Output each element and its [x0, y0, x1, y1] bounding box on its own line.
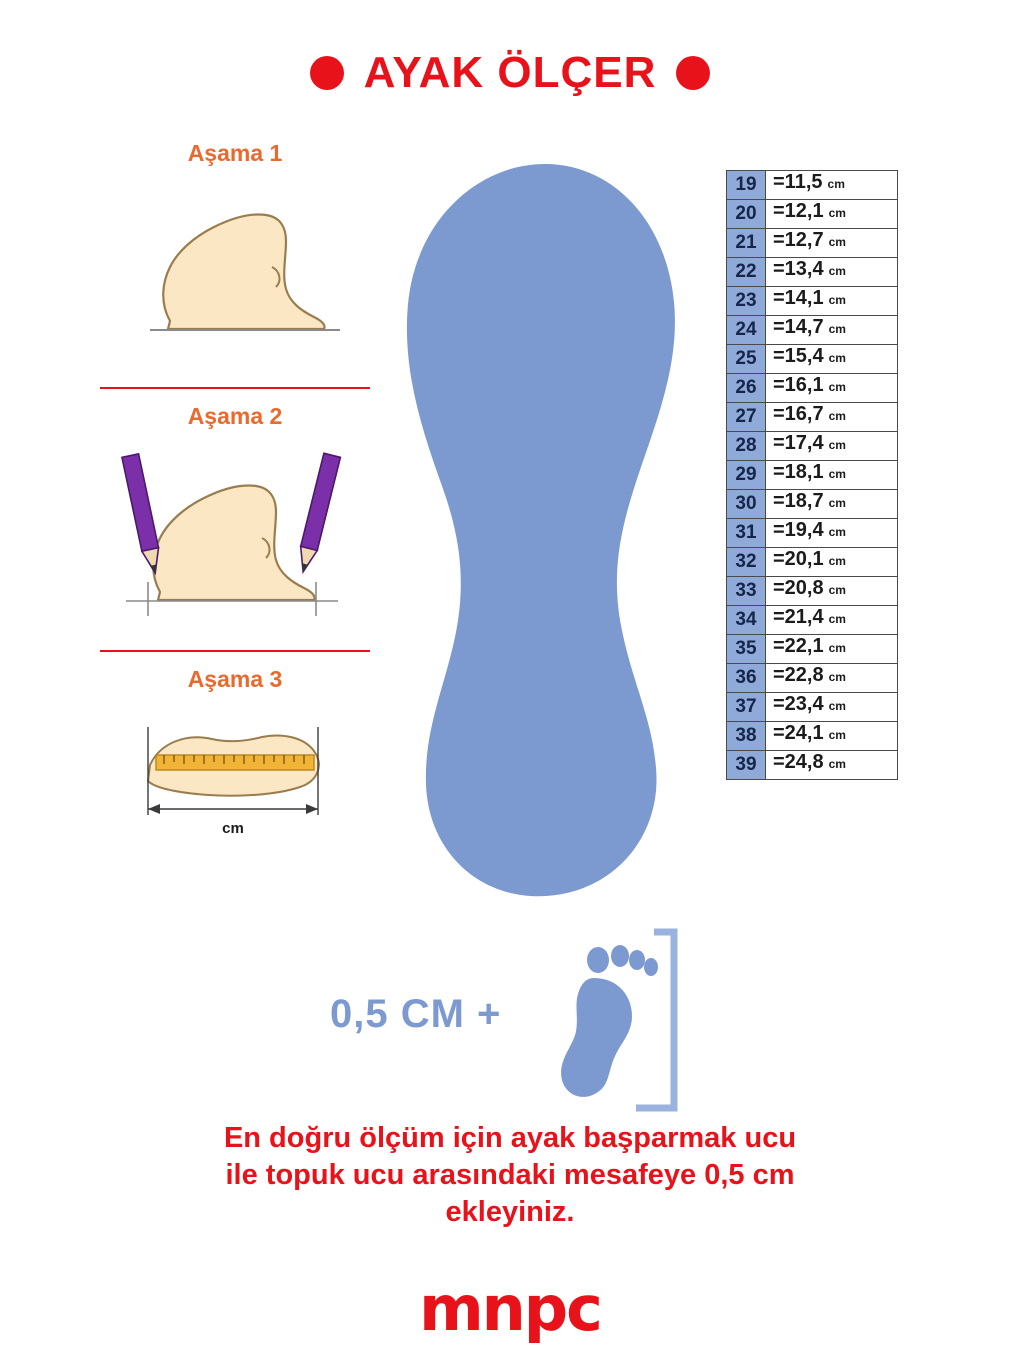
- table-row: [726, 344, 898, 373]
- size-unit: cm: [828, 525, 846, 539]
- table-row: [726, 286, 898, 315]
- size-number: 33: [727, 577, 766, 605]
- size-unit: cm: [828, 467, 846, 481]
- size-number: 36: [727, 664, 766, 692]
- size-value-text: =17,4: [773, 432, 824, 454]
- table-row: [726, 750, 898, 780]
- brand-logo: mnpc: [419, 1272, 601, 1345]
- size-value-text: =14,7: [773, 316, 824, 338]
- instruction-note: [60, 1120, 960, 1231]
- size-number: 23: [727, 287, 766, 315]
- stage-2-illustration: [90, 434, 380, 644]
- size-unit: cm: [828, 438, 846, 452]
- size-value-text: =24,1: [773, 722, 824, 744]
- size-unit: cm: [828, 322, 846, 336]
- stage-3-caption: cm: [222, 820, 244, 837]
- size-value: [766, 490, 897, 518]
- size-number: 27: [727, 403, 766, 431]
- half-cm-text: 0,5 CM +: [330, 992, 502, 1036]
- size-value-text: =24,8: [773, 751, 824, 773]
- size-value: [766, 171, 897, 199]
- size-number: 26: [727, 374, 766, 402]
- table-row: [726, 402, 898, 431]
- size-value: [766, 664, 897, 692]
- table-row: [726, 663, 898, 692]
- size-value: [766, 432, 897, 460]
- size-unit: cm: [828, 757, 846, 771]
- size-unit: cm: [828, 380, 846, 394]
- size-number: 29: [727, 461, 766, 489]
- table-row: [726, 257, 898, 286]
- instruction-line-1: En doğru ölçüm için ayak başparmak ucu: [223, 1122, 797, 1154]
- shoe-sole-icon: [380, 150, 710, 910]
- size-number: 30: [727, 490, 766, 518]
- size-unit: cm: [828, 583, 846, 597]
- size-unit: cm: [828, 206, 846, 220]
- stage-1-illustration: [90, 171, 380, 381]
- stage-divider-1: [100, 387, 370, 389]
- size-value-text: =20,1: [773, 548, 824, 570]
- table-row: [726, 489, 898, 518]
- size-value: [766, 722, 897, 750]
- size-number: 21: [727, 229, 766, 257]
- size-unit: cm: [828, 554, 846, 568]
- size-value-text: =12,1: [773, 200, 824, 222]
- size-value-text: =12,7: [773, 229, 824, 251]
- table-row: [726, 373, 898, 402]
- table-row: [726, 692, 898, 721]
- size-number: 32: [727, 548, 766, 576]
- size-value-text: =21,4: [773, 606, 824, 628]
- size-value: [766, 403, 897, 431]
- table-row: [726, 518, 898, 547]
- size-number: 22: [727, 258, 766, 286]
- size-value: [766, 751, 897, 779]
- size-number: 35: [727, 635, 766, 663]
- page-title-text: AYAK ÖLÇER: [363, 48, 657, 97]
- size-value: [766, 693, 897, 721]
- bullet-dot-right-icon: [676, 56, 710, 90]
- instruction-line-3: ekleyiniz.: [445, 1196, 575, 1229]
- size-number: 39: [727, 751, 766, 779]
- size-number: 19: [727, 171, 766, 199]
- size-value-text: =22,1: [773, 635, 824, 657]
- half-cm-note: [330, 920, 690, 1120]
- table-row: [726, 170, 898, 199]
- size-value-text: =16,1: [773, 374, 824, 396]
- size-value-text: =22,8: [773, 664, 824, 686]
- table-row: [726, 228, 898, 257]
- size-unit: cm: [828, 728, 846, 742]
- table-row: [726, 576, 898, 605]
- size-value: [766, 577, 897, 605]
- size-unit: cm: [827, 177, 845, 191]
- instruction-line-2: ile topuk ucu arasındaki mesafeye 0,5 cm: [225, 1159, 795, 1192]
- size-value-text: =14,1: [773, 287, 824, 309]
- size-value-text: =13,4: [773, 258, 824, 280]
- size-number: 31: [727, 519, 766, 547]
- size-value: [766, 200, 897, 228]
- size-value: [766, 548, 897, 576]
- size-value: [766, 287, 897, 315]
- table-row: [726, 460, 898, 489]
- stage-1-label: Aşama 1: [187, 140, 283, 166]
- size-value-text: =15,4: [773, 345, 824, 367]
- table-row: [726, 605, 898, 634]
- table-row: [726, 547, 898, 576]
- size-value: [766, 461, 897, 489]
- size-unit: cm: [828, 264, 846, 278]
- foot-side-icon: [90, 171, 380, 371]
- size-value-text: =16,7: [773, 403, 824, 425]
- size-number: 37: [727, 693, 766, 721]
- table-row: [726, 431, 898, 460]
- size-value-text: =18,1: [773, 461, 824, 483]
- size-value: [766, 606, 897, 634]
- size-unit: cm: [828, 699, 846, 713]
- footprint-icon: [536, 920, 686, 1120]
- table-row: [726, 315, 898, 344]
- bullet-dot-left-icon: [310, 56, 344, 90]
- size-value: [766, 229, 897, 257]
- size-value: [766, 635, 897, 663]
- table-row: [726, 634, 898, 663]
- size-unit: cm: [828, 409, 846, 423]
- size-value: [766, 258, 897, 286]
- size-value-text: =18,7: [773, 490, 824, 512]
- stage-divider-2: [100, 650, 370, 652]
- size-number: 25: [727, 345, 766, 373]
- foot-with-pencils-icon: [90, 434, 380, 639]
- size-value: [766, 316, 897, 344]
- size-unit: cm: [828, 293, 846, 307]
- table-row: [726, 721, 898, 750]
- size-unit: cm: [828, 235, 846, 249]
- size-value-text: =23,4: [773, 693, 824, 715]
- size-number: 34: [727, 606, 766, 634]
- size-value: [766, 345, 897, 373]
- size-table: [726, 170, 898, 780]
- size-value-text: =19,4: [773, 519, 824, 541]
- size-number: 38: [727, 722, 766, 750]
- size-unit: cm: [828, 496, 846, 510]
- size-value: [766, 374, 897, 402]
- sole-illustration: [380, 150, 710, 910]
- size-value-text: =20,8: [773, 577, 824, 599]
- size-value-text: =11,5: [773, 171, 823, 193]
- foot-with-ruler-icon: [90, 697, 380, 847]
- size-unit: cm: [828, 351, 846, 365]
- size-unit: cm: [828, 612, 846, 626]
- size-number: 24: [727, 316, 766, 344]
- size-unit: cm: [828, 670, 846, 684]
- stage-2-label: Aşama 2: [187, 403, 283, 429]
- page-title: [0, 48, 1020, 98]
- size-unit: cm: [828, 641, 846, 655]
- size-value: [766, 519, 897, 547]
- stage-3-illustration: [90, 697, 380, 847]
- stages-column: [90, 140, 380, 847]
- size-number: 28: [727, 432, 766, 460]
- size-number: 20: [727, 200, 766, 228]
- table-row: [726, 199, 898, 228]
- stage-3-label: Aşama 3: [187, 666, 283, 692]
